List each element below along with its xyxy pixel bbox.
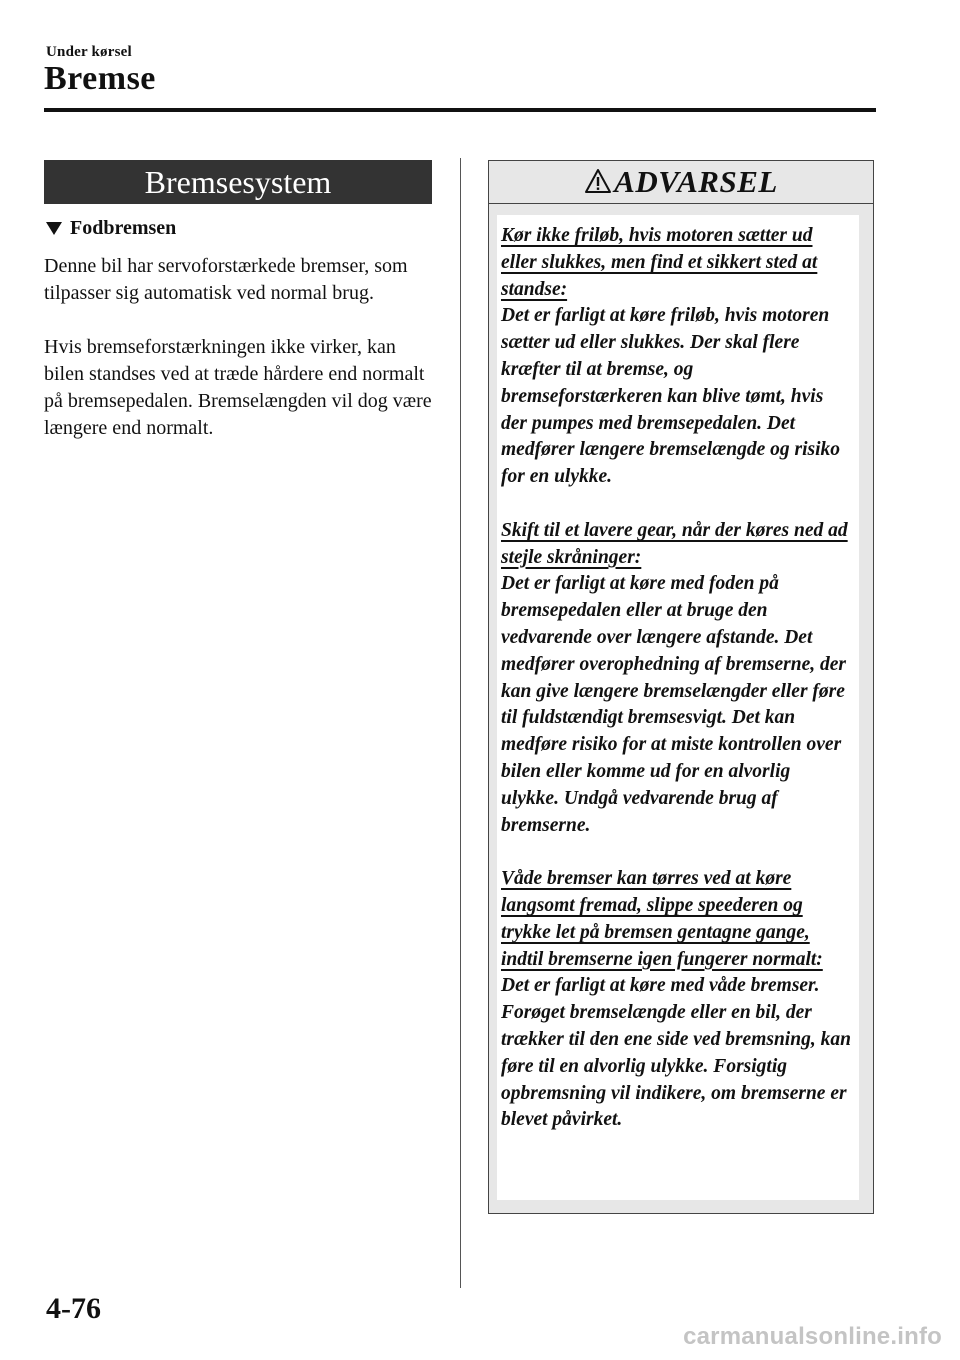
warning-item-heading: Våde bremser kan tørres ved at køre langsomt fremad, slippe speederen og trykke let på bremsen gentagne gange, indtil bremserne igen fungerer normalt: [501,868,823,970]
section-banner: Bremsesystem [44,160,432,204]
header-rule [44,108,876,112]
spacer [501,839,853,866]
body-paragraph: Denne bil har servoforstærkede bremser, som tilpasser sig automatisk ved normal brug. [44,255,408,304]
subheading [44,217,432,240]
warning-item-text: Det er farligt at køre med foden på bremsepedalen eller at bruge den vedvarende over længere afstande. Det medfører overophedning af bremserne, der kan give længere bremselængder eller føre til fuldstændigt bremsesvigt. Det kan medføre risiko for at miste kontrollen over bilen eller komme ud for en alvorlig ulykke. Undgå vedvarende brug af bremserne. [501,573,847,836]
warning-box [488,160,874,1214]
warning-header [489,161,873,204]
warning-title: ADVARSEL [614,164,778,199]
warning-item-text: Det er farligt at køre friløb, hvis motoren sætter ud eller slukkes. Der skal flere kræfter til at bremse, og bremseforstærkeren kan blive tømt, hvis der pumpes med bremsepedalen. Det medfører længere bremselængde og risiko for en ulykke. [501,305,841,488]
warning-triangle-icon [584,168,612,194]
chapter-title: Bremse [44,60,156,97]
page-number: 4-76 [46,1292,101,1325]
triangle-down-icon [46,222,62,235]
warning-item-heading: Kør ikke friløb, hvis motoren sætter ud eller slukkes, men find et sikkert sted at standse: [501,225,818,300]
warning-body [497,215,859,1200]
subheading-text: Fodbremsen [70,217,177,239]
body-paragraph: Hvis bremseforstærkningen ikke virker, kan bilen standses ved at træde hårdere end normalt på bremsepedalen. Bremselængden vil dog være længere end normalt. [44,336,432,439]
left-column [44,160,432,442]
column-divider [460,158,461,1288]
spacer [501,491,853,518]
warning-item-heading: Skift til et lavere gear, når der køres ned ad stejle skråninger: [501,519,848,568]
warning-item-text: Det er farligt at køre med våde bremser. Forøget bremselængde eller en bil, der trækker til den ene side ved bremsning, kan føre til en alvorlig ulykke. Forsigtig opbremsning vil indikere, om bremserne er blevet påvirket. [501,975,851,1131]
watermark: carmanualsonline.info [683,1323,942,1350]
section-label: Under kørsel [46,44,132,60]
